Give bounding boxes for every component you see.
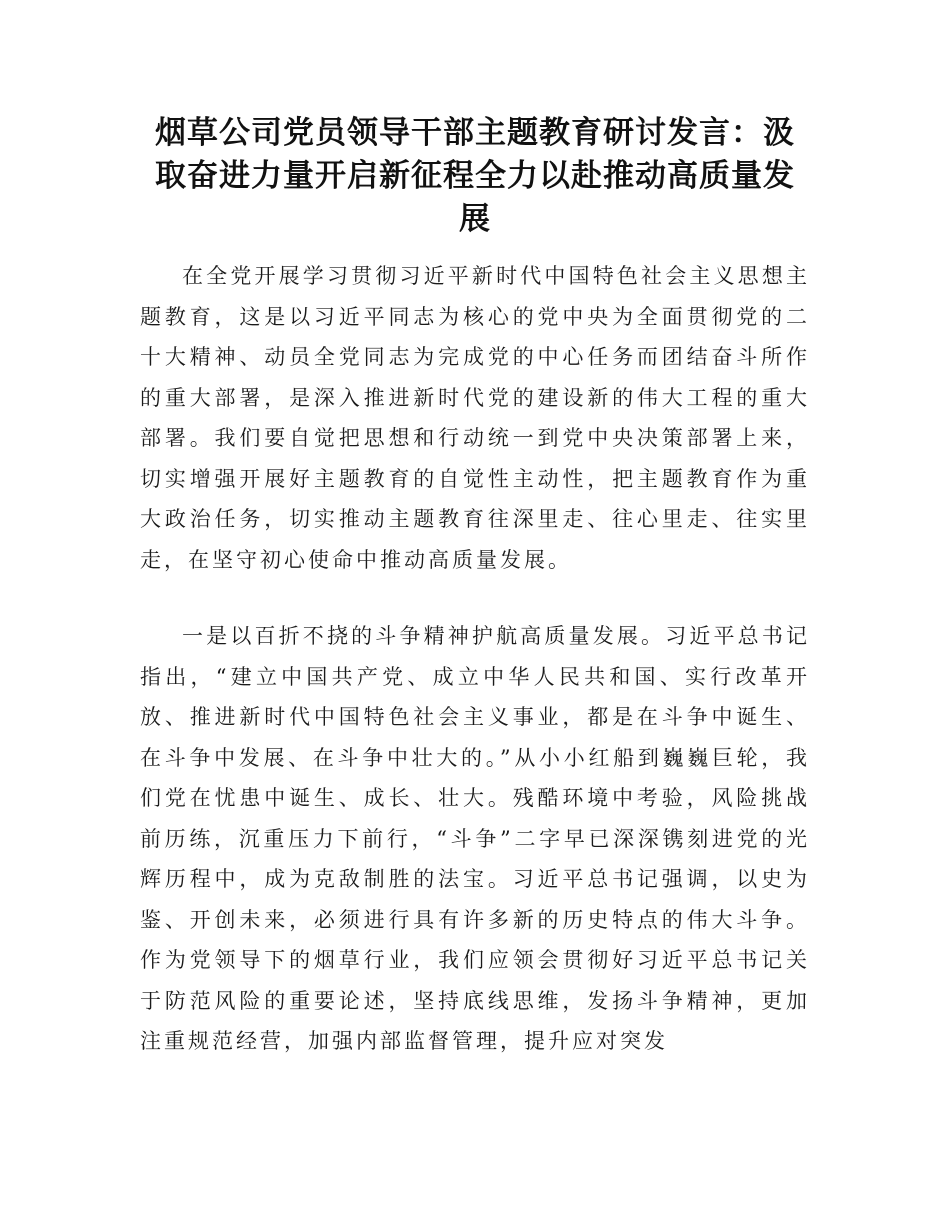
document-title: 烟草公司党员领导干部主题教育研讨发言：汲取奋进力量开启新征程全力以赴推动高质量发展: [155, 115, 795, 237]
paragraph-point-one: 一是以百折不挠的斗争精神护航高质量发展。习近平总书记指出，“建立中国共产党、成立中华人民共和国、实行改革开放、推进新时代中国特色社会主义事业，都是在斗争中诞生、在斗争中发展、在斗争中壮大的。”从小小红船到巍巍巨轮，我们党在忧患中诞生、成长、壮大。残酷环境中考验，风险挑战前历练，沉重压力下前行，“斗争”二字早已深深镌刻进党的光辉历程中，成为克敌制胜的法宝。习近平总书记强调，以史为鉴、开创未来，必须进行具有许多新的历史特点的伟大斗争。作为党领导下的烟草行业，我们应领会贯彻好习近平总书记关于防范风险的重要论述，坚持底线思维，发扬斗争精神，更加注重规范经营，加强内部监督管理，提升应对突发: [140, 624, 810, 1053]
paragraph-intro: 在全党开展学习贯彻习近平新时代中国特色社会主义思想主题教育，这是以习近平同志为核心的党中央为全面贯彻党的二十大精神、动员全党同志为完成党的中心任务而团结奋斗所作的重大部署，是深入推进新时代党的建设新的伟大工程的重大部署。我们要自觉把思想和行动统一到党中央决策部署上来，切实增强开展好主题教育的自觉性主动性，把主题教育作为重大政治任务，切实推动主题教育往深里走、往心里走、往实里走，在坚守初心使命中推动高质量发展。: [140, 264, 810, 572]
